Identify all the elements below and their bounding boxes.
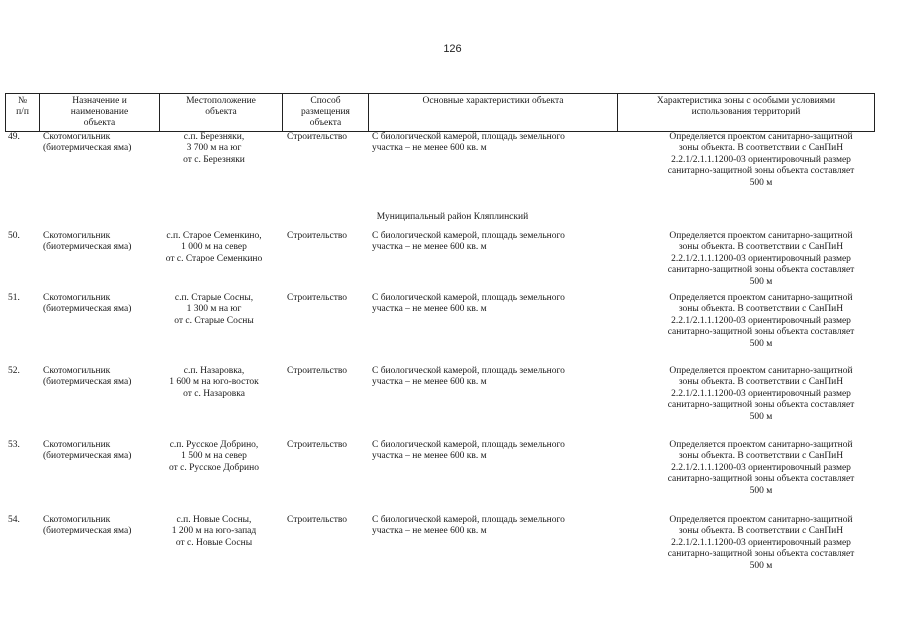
placement-method: Строительство: [287, 231, 348, 241]
zone-characteristics: Определяется проектом санитарно-защитной зоны объекта. В соответствии с СанПиН 2.2.1/2.1.1.1200-03 ориентировочный размер санитарно-защитной зоны объекта составляет 500 м: [667, 132, 855, 188]
placement-method: Строительство: [287, 366, 348, 376]
section-title: Муниципальный район Кляплинский: [376, 212, 529, 222]
placement-method: Строительство: [287, 293, 348, 303]
object-location: с.п. Русское Добрино, 1 500 м на север от с. Русское Добрино: [169, 440, 259, 473]
object-location: с.п. Новые Сосны, 1 200 м на юго-запад от с. Новые Сосны: [171, 515, 257, 548]
object-characteristics: С биологической камерой, площадь земельного участка – не менее 600 кв. м: [372, 293, 565, 315]
table-header: [5, 93, 875, 132]
object-location: с.п. Старое Семенкино, 1 000 м на север от с. Старое Семенкино: [165, 231, 263, 264]
object-name: Скотомогильник (биотермическая яма): [43, 231, 132, 253]
page-number: 126: [443, 43, 462, 55]
zone-characteristics: Определяется проектом санитарно-защитной зоны объекта. В соответствии с СанПиН 2.2.1/2.1.1.1200-03 ориентировочный размер санитарно-защитной зоны объекта составляет 500 м: [667, 366, 855, 422]
header-name: Назначение и наименование объекта: [39, 94, 159, 131]
placement-method: Строительство: [287, 132, 348, 142]
object-characteristics: С биологической камерой, площадь земельного участка – не менее 600 кв. м: [372, 132, 565, 154]
header-method: Способ размещения объекта: [282, 94, 368, 131]
placement-method: Строительство: [287, 515, 348, 525]
row-number: 50.: [8, 231, 20, 241]
zone-characteristics: Определяется проектом санитарно-защитной зоны объекта. В соответствии с СанПиН 2.2.1/2.1.1.1200-03 ориентировочный размер санитарно-защитной зоны объекта составляет 500 м: [667, 293, 855, 349]
zone-characteristics: Определяется проектом санитарно-защитной зоны объекта. В соответствии с СанПиН 2.2.1/2.1.1.1200-03 ориентировочный размер санитарно-защитной зоны объекта составляет 500 м: [667, 440, 855, 496]
row-number: 52.: [8, 366, 20, 376]
object-characteristics: С биологической камерой, площадь земельного участка – не менее 600 кв. м: [372, 440, 565, 462]
header-num: № п/п: [5, 94, 39, 131]
object-location: с.п. Старые Сосны, 1 300 м на юг от с. Старые Сосны: [174, 293, 254, 326]
object-characteristics: С биологической камерой, площадь земельного участка – не менее 600 кв. м: [372, 231, 565, 253]
header-characteristics: Основные характеристики объекта: [368, 94, 617, 131]
header-location: Местоположение объекта: [159, 94, 282, 131]
header-zone: Характеристика зоны с особыми условиями использования территорий: [617, 94, 875, 131]
row-number: 51.: [8, 293, 20, 303]
object-characteristics: С биологической камерой, площадь земельного участка – не менее 600 кв. м: [372, 515, 565, 537]
zone-characteristics: Определяется проектом санитарно-защитной зоны объекта. В соответствии с СанПиН 2.2.1/2.1.1.1200-03 ориентировочный размер санитарно-защитной зоны объекта составляет 500 м: [667, 231, 855, 287]
placement-method: Строительство: [287, 440, 348, 450]
row-number: 54.: [8, 515, 20, 525]
object-name: Скотомогильник (биотермическая яма): [43, 366, 132, 388]
object-name: Скотомогильник (биотермическая яма): [43, 515, 132, 537]
row-number: 53.: [8, 440, 20, 450]
object-location: с.п. Назаровка, 1 600 м на юго-восток от с. Назаровка: [169, 366, 259, 399]
object-characteristics: С биологической камерой, площадь земельного участка – не менее 600 кв. м: [372, 366, 565, 388]
object-name: Скотомогильник (биотермическая яма): [43, 132, 132, 154]
object-location: с.п. Березняки, 3 700 м на юг от с. Березняки: [183, 132, 245, 165]
row-number: 49.: [8, 132, 20, 142]
object-name: Скотомогильник (биотермическая яма): [43, 293, 132, 315]
zone-characteristics: Определяется проектом санитарно-защитной зоны объекта. В соответствии с СанПиН 2.2.1/2.1.1.1200-03 ориентировочный размер санитарно-защитной зоны объекта составляет 500 м: [667, 515, 855, 571]
object-name: Скотомогильник (биотермическая яма): [43, 440, 132, 462]
